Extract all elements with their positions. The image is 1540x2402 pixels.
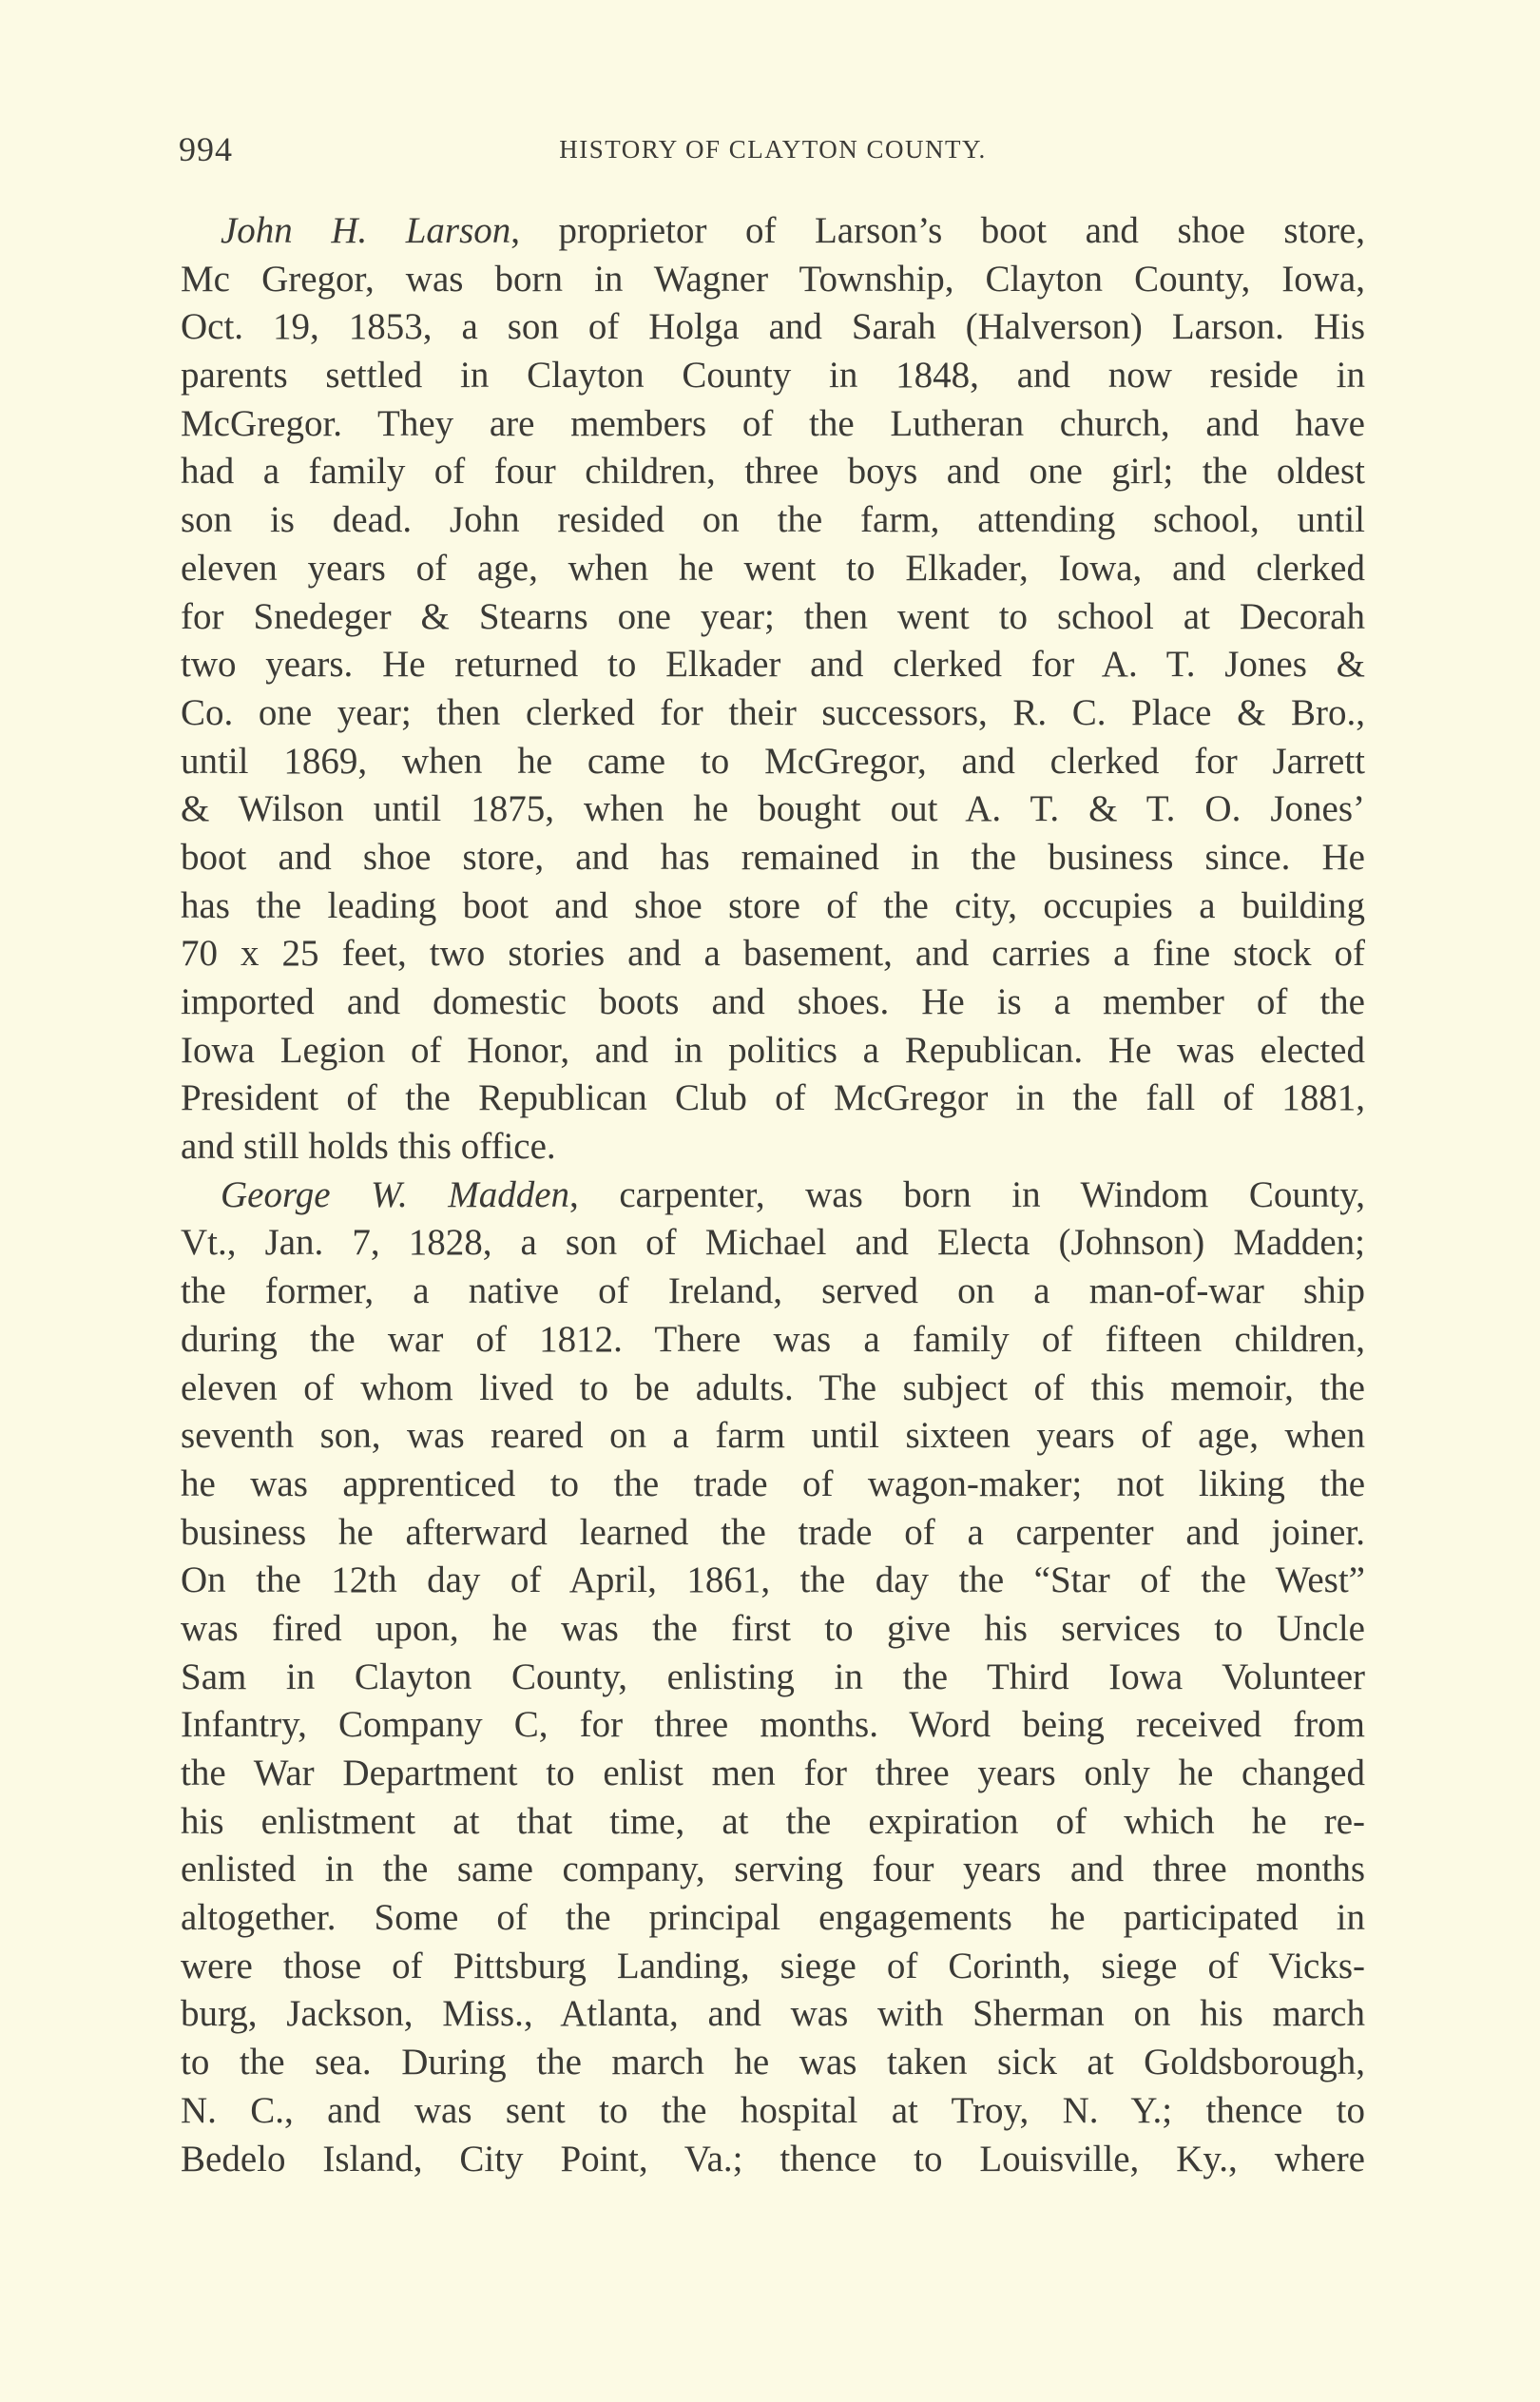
text-line <box>181 303 1365 352</box>
line-text: Sam in Clayton County, enlisting in the Third Iowa Volunteer <box>181 1656 1365 1697</box>
line-text: the War Department to enlist men for three years only he changed <box>181 1753 1365 1793</box>
page-number: 994 <box>179 130 233 168</box>
text-line <box>181 2087 1365 2136</box>
line-text: boot and shoe store, and has remained in the business since. He <box>181 836 1365 878</box>
text-line <box>181 1846 1365 1894</box>
line-text: to the sea. During the march he was taken sick at Goldsborough, <box>181 2042 1365 2083</box>
text-line <box>181 448 1365 496</box>
line-text: & Wilson until 1875, when he bought out A. T. & T. O. Jones’ <box>181 788 1365 830</box>
text-line <box>181 834 1365 882</box>
text-line <box>181 1075 1365 1123</box>
text-line <box>181 978 1365 1027</box>
line-text: eleven years of age, when he went to Elkader, Iowa, and clerked <box>181 547 1365 589</box>
text-line <box>181 738 1365 786</box>
text-line <box>181 1123 1365 1172</box>
line-text: Iowa Legion of Honor, and in politics a Republican. He was elected <box>181 1029 1365 1071</box>
line-text: Infantry, Company C, for three months. Word being received from <box>181 1704 1365 1746</box>
line-text: imported and domestic boots and shoes. He is a member of the <box>181 981 1365 1022</box>
text-line <box>181 496 1365 545</box>
text-line <box>181 1316 1365 1365</box>
line-text: On the 12th day of April, 1861, the day the “Star of the West” <box>181 1559 1365 1601</box>
page-body <box>181 207 1365 2183</box>
line-text: eleven of whom lived to be adults. The subject of this memoir, the <box>181 1366 1365 1408</box>
line-text: burg, Jackson, Miss., Atlanta, and was with Sherman on his march <box>181 1993 1365 2035</box>
text-line <box>181 1654 1365 1702</box>
line-text: President of the Republican Club of McGregor in the fall of 1881, <box>181 1077 1365 1119</box>
text-line <box>181 207 1365 256</box>
line-text: Mc Gregor, was born in Wagner Township, Clayton County, Iowa, <box>181 258 1365 300</box>
line-text: was fired upon, he was the first to give his services to Uncle <box>181 1607 1365 1649</box>
text-line <box>181 593 1365 642</box>
text-line <box>181 1701 1365 1750</box>
text-line <box>181 400 1365 449</box>
text-line <box>181 545 1365 593</box>
line-text: two years. He returned to Elkader and clerked for A. T. Jones & <box>181 644 1365 686</box>
text-line <box>181 1990 1365 2039</box>
line-text: the former, a native of Ireland, served on a man-of-war ship <box>181 1270 1365 1312</box>
text-line <box>181 256 1365 304</box>
text-line <box>181 1365 1365 1413</box>
text-line <box>181 1461 1365 1509</box>
line-text: had a family of four children, three boys and one girl; the oldest <box>181 451 1365 493</box>
text-line <box>181 1219 1365 1268</box>
text-line <box>181 1412 1365 1461</box>
line-text: Co. one year; then clerked for their successors, R. C. Place & Bro., <box>181 691 1365 733</box>
line-text: altogether. Some of the principal engagements he participated in <box>181 1897 1365 1939</box>
text-line <box>181 1557 1365 1605</box>
text-line <box>181 2039 1365 2087</box>
running-title: HISTORY OF CLAYTON COUNTY. <box>559 135 987 164</box>
biography-subject-name: George W. Madden <box>221 1173 570 1215</box>
biography-subject-name: John H. Larson <box>221 210 511 251</box>
text-line <box>181 1027 1365 1075</box>
line-text: his enlistment at that time, at the expiration of which he re- <box>181 1800 1365 1842</box>
text-line <box>181 1943 1365 1991</box>
line-text: and still holds this office. <box>181 1126 556 1168</box>
line-text: enlisted in the same company, serving four years and three months <box>181 1849 1365 1890</box>
text-line <box>181 1750 1365 1798</box>
text-line <box>181 882 1365 931</box>
line-text: son is dead. John resided on the farm, attending school, until <box>181 499 1365 541</box>
text-line <box>181 689 1365 738</box>
line-text: were those of Pittsburg Landing, siege of Corinth, siege of Vicks- <box>181 1945 1365 1986</box>
line-text: , proprietor of Larson’s boot and shoe store, <box>510 210 1365 251</box>
line-text: Bedelo Island, City Point, Va.; thence to Louisville, Ky., where <box>181 2138 1365 2179</box>
page-header <box>179 129 1367 167</box>
line-text: N. C., and was sent to the hospital at Troy, N. Y.; thence to <box>181 2089 1365 2131</box>
line-text: 70 x 25 feet, two stories and a basement, and carries a fine stock of <box>181 933 1365 975</box>
line-text: McGregor. They are members of the Lutheran church, and have <box>181 402 1365 444</box>
text-line <box>181 930 1365 978</box>
line-text: business he afterward learned the trade of a carpenter and joiner. <box>181 1511 1365 1553</box>
text-line <box>181 1268 1365 1316</box>
line-text: Vt., Jan. 7, 1828, a son of Michael and Electa (Johnson) Madden; <box>181 1222 1365 1264</box>
line-text: during the war of 1812. There was a family of fifteen children, <box>181 1318 1365 1360</box>
text-line <box>181 1605 1365 1654</box>
line-text: until 1869, when he came to McGregor, and clerked for Jarrett <box>181 740 1365 782</box>
text-line <box>181 1894 1365 1943</box>
line-text: he was apprenticed to the trade of wagon-maker; not liking the <box>181 1463 1365 1504</box>
text-line <box>181 1172 1365 1220</box>
text-line <box>181 785 1365 834</box>
text-line <box>181 641 1365 689</box>
line-text: Oct. 19, 1853, a son of Holga and Sarah (Halverson) Larson. His <box>181 306 1365 348</box>
text-line <box>181 352 1365 400</box>
line-text: , carpenter, was born in Windom County, <box>569 1173 1365 1215</box>
line-text: has the leading boot and shoe store of the city, occupies a building <box>181 884 1365 926</box>
text-line <box>181 1798 1365 1847</box>
text-line <box>181 1509 1365 1558</box>
line-text: for Snedeger & Stearns one year; then went to school at Decorah <box>181 595 1365 637</box>
line-text: seventh son, was reared on a farm until sixteen years of age, when <box>181 1415 1365 1457</box>
text-line <box>181 2136 1365 2184</box>
line-text: parents settled in Clayton County in 1848, and now reside in <box>181 355 1365 397</box>
